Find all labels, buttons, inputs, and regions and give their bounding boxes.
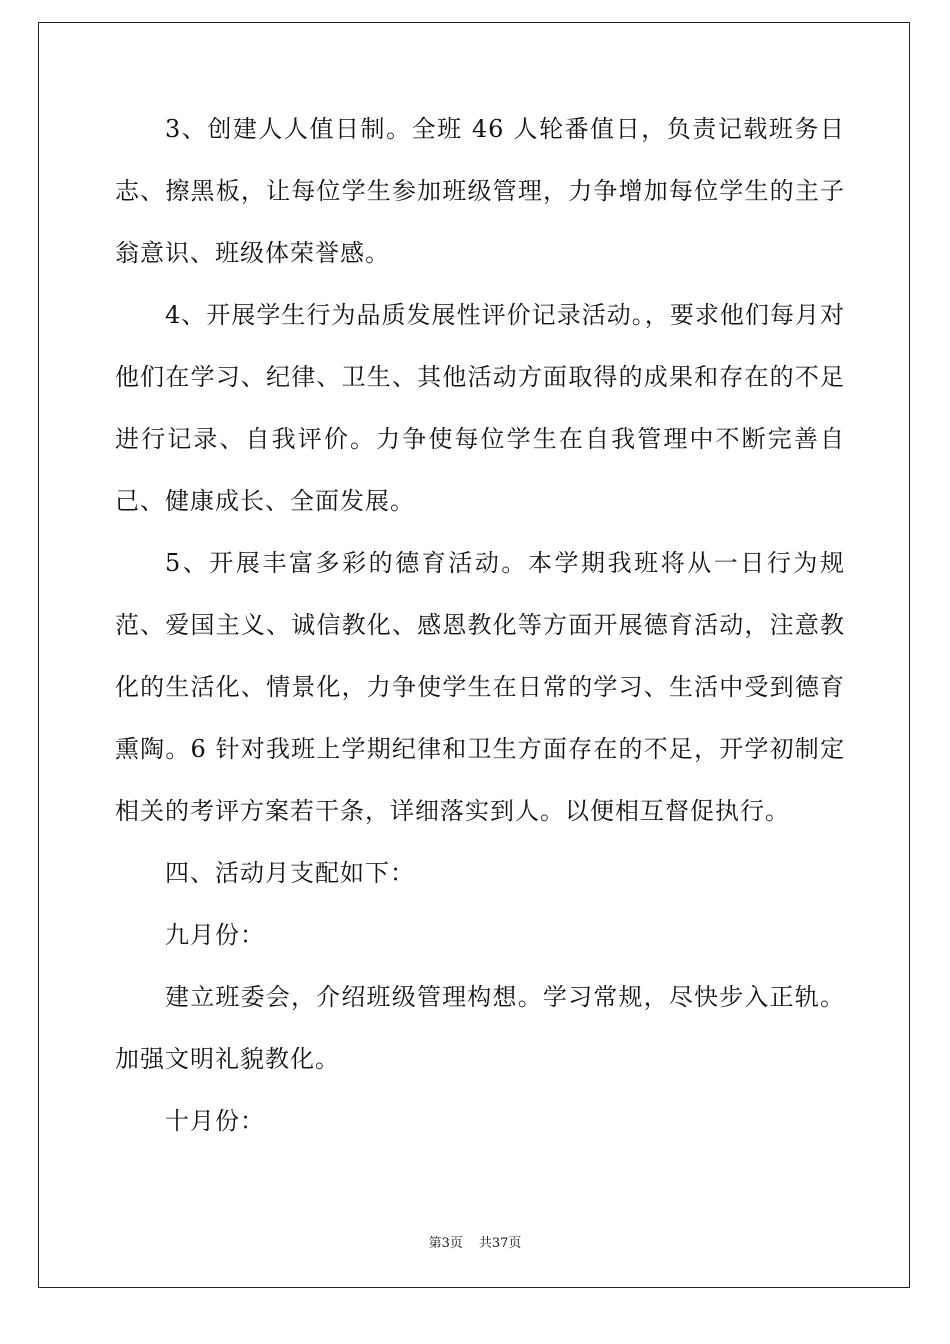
paragraph-duty-system: 3、创建人人值日制。全班 46 人轮番值日，负责记载班务日志、擦黑板，让每位学生参加班级管理，力争增加每位学生的主子翁意识、班级体荣誉感。 bbox=[115, 115, 845, 267]
section-heading-monthly-plan: 四、活动月支配如下： bbox=[165, 859, 415, 887]
paragraph-september-plan: 建立班委会，介绍班级管理构想。学习常规，尽快步入正轨。加强文明礼貌教化。 bbox=[115, 983, 845, 1073]
month-heading-october: 十月份： bbox=[165, 1107, 265, 1135]
paragraph-moral-activities: 5、开展丰富多彩的德育活动。本学期我班将从一日行为规范、爱国主义、诚信教化、感恩教化等方面开展德育活动，注意教化的生活化、情景化，力争使学生在日常的学习、生活中受到德育熏陶。6 针对我班上学期纪律和卫生方面存在的不足，开学初制定相关的考评方案若干条，详细落实到人。以便相互督促执行。 bbox=[115, 549, 845, 825]
paragraph-behavior-evaluation: 4、开展学生行为品质发展性评价记录活动。，要求他们每月对他们在学习、纪律、卫生、其他活动方面取得的成果和存在的不足进行记录、自我评价。力争使每位学生在自我管理中不断完善自己、健康成长、全面发展。 bbox=[115, 301, 845, 515]
page-total: 共37页 bbox=[478, 1236, 522, 1251]
page-footer bbox=[0, 1232, 950, 1251]
month-heading-september: 九月份： bbox=[165, 921, 265, 949]
page-number: 第3页 bbox=[428, 1236, 463, 1251]
document-body bbox=[115, 98, 845, 1152]
